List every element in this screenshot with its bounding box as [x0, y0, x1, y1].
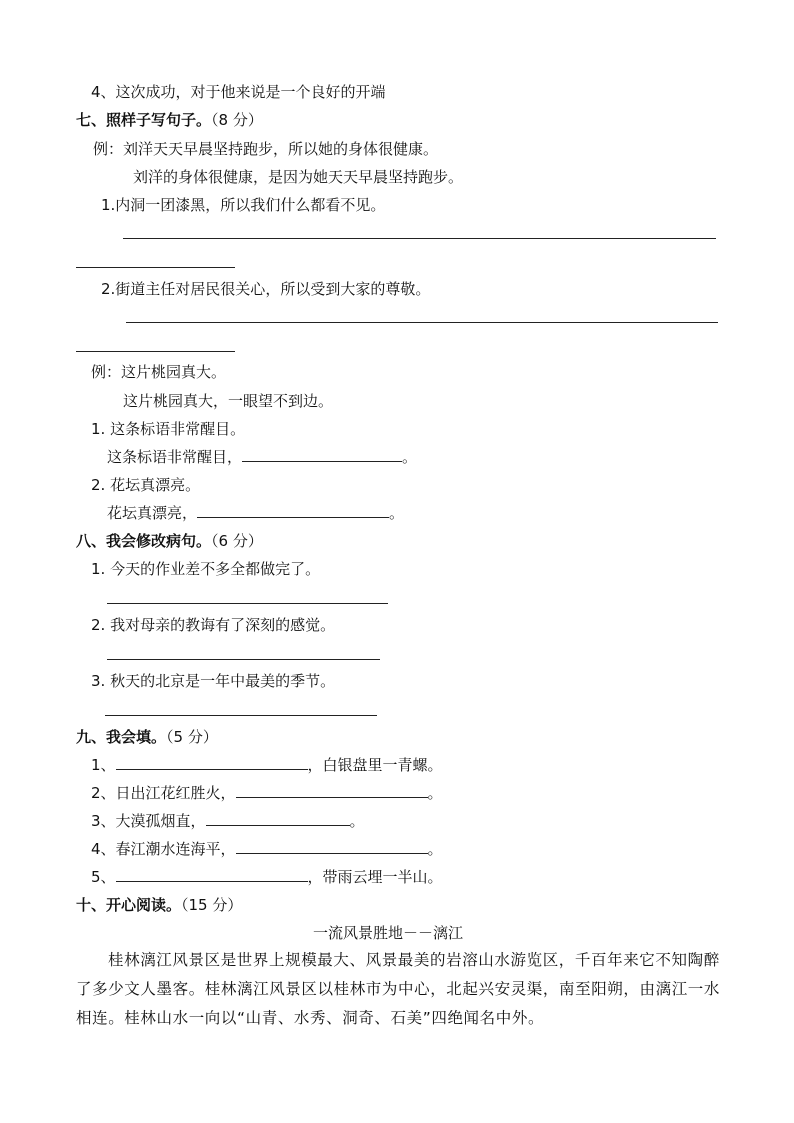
s9-q2-end: 。	[427, 784, 443, 802]
s9-q3-prefix: 3、大漠孤烟直，	[91, 812, 206, 830]
article-title: 一流风景胜地－－漓江	[313, 924, 464, 942]
s9-question-2	[91, 783, 443, 803]
s6-item-4: 4、这次成功，对于他来说是一个良好的开端	[91, 83, 386, 101]
s9-q1-suffix: ，白银盘里一青螺。	[307, 756, 443, 774]
s7-q4-end: 。	[389, 504, 405, 522]
section-10-heading	[76, 895, 242, 915]
s9-q4-blank[interactable]	[236, 839, 428, 854]
s9-q2-prefix: 2、日出江花红胜火，	[91, 784, 236, 802]
s7-q4-blank[interactable]	[197, 503, 389, 518]
section-7-title: 七、照样子写句子。	[76, 111, 212, 129]
s8-q2-answer-line[interactable]	[107, 659, 380, 660]
section-10-points: （15 分）	[181, 896, 243, 914]
s8-question-2: 2. 我对母亲的教诲有了深刻的感觉。	[91, 616, 336, 634]
section-9-heading	[76, 727, 218, 747]
s7-q2-answer-line[interactable]	[126, 322, 718, 323]
section-9-points: （5 分）	[166, 728, 218, 746]
s7-question-2: 2.街道主任对居民很关心，所以受到大家的尊敬。	[101, 280, 431, 298]
s9-question-3	[91, 811, 365, 831]
s7-q1-answer-line[interactable]	[123, 238, 716, 239]
section-10-title: 十、开心阅读。	[76, 896, 182, 914]
section-7-heading	[76, 110, 263, 130]
s9-q5-suffix: ，带雨云埋一半山。	[307, 868, 443, 886]
s9-q5-prefix: 5、	[91, 868, 116, 886]
s7-q4-prefix: 花坛真漂亮，	[107, 504, 198, 522]
section-7-points: （8 分）	[211, 111, 263, 129]
s9-question-4	[91, 839, 443, 859]
section-8-heading	[76, 531, 263, 551]
s9-question-5	[91, 867, 443, 887]
s9-question-1	[91, 755, 443, 775]
s7-q3-prefix: 这条标语非常醒目，	[107, 448, 243, 466]
s9-q3-end: 。	[349, 812, 365, 830]
section-9-title: 九、我会填。	[76, 728, 167, 746]
s7-question-4: 2. 花坛真漂亮。	[91, 476, 201, 494]
s7-example-2-line-2: 这片桃园真大，一眼望不到边。	[123, 392, 334, 410]
s7-example-2-line-1: 例：这片桃园真大。	[91, 363, 227, 381]
s9-q4-prefix: 4、春江潮水连海平，	[91, 840, 236, 858]
s9-q2-blank[interactable]	[236, 783, 428, 798]
s7-q3-answer-row	[107, 447, 417, 467]
article-paragraph-line-1: 桂林漓江风景区是世界上规模最大、风景最美的岩溶山水游览区，千百年来它不知陶醉	[108, 951, 720, 969]
s7-q2-answer-line-2[interactable]	[76, 351, 235, 352]
s8-question-1: 1. 今天的作业差不多全都做完了。	[91, 560, 321, 578]
s9-q4-end: 。	[427, 840, 443, 858]
section-8-points: （6 分）	[211, 532, 263, 550]
s8-q3-answer-line[interactable]	[105, 715, 377, 716]
s9-q1-prefix: 1、	[91, 756, 116, 774]
s7-question-1: 1.内洞一团漆黑，所以我们什么都看不见。	[101, 196, 386, 214]
s7-q3-blank[interactable]	[242, 447, 402, 462]
article-paragraph-line-2: 了多少文人墨客。桂林漓江风景区以桂林市为中心，北起兴安灵渠，南至阳朔，由漓江一水	[76, 980, 721, 998]
s9-q1-blank[interactable]	[116, 755, 308, 770]
s7-q3-end: 。	[402, 448, 418, 466]
s9-q3-blank[interactable]	[206, 811, 350, 826]
s7-question-3: 1. 这条标语非常醒目。	[91, 420, 246, 438]
s9-q5-blank[interactable]	[116, 867, 308, 882]
section-8-title: 八、我会修改病句。	[76, 532, 212, 550]
s7-q4-answer-row	[107, 503, 404, 523]
s7-example-1-line-1: 例：刘洋天天早晨坚持跑步，所以她的身体很健康。	[93, 140, 439, 158]
s8-q1-answer-line[interactable]	[107, 603, 388, 604]
s7-example-1-line-2: 刘洋的身体很健康，是因为她天天早晨坚持跑步。	[133, 168, 464, 186]
s7-q1-answer-line-2[interactable]	[76, 267, 235, 268]
s8-question-3: 3. 秋天的北京是一年中最美的季节。	[91, 672, 336, 690]
article-paragraph-line-3: 相连。桂林山水一向以“山青、水秀、洞奇、石美”四绝闻名中外。	[76, 1009, 545, 1027]
